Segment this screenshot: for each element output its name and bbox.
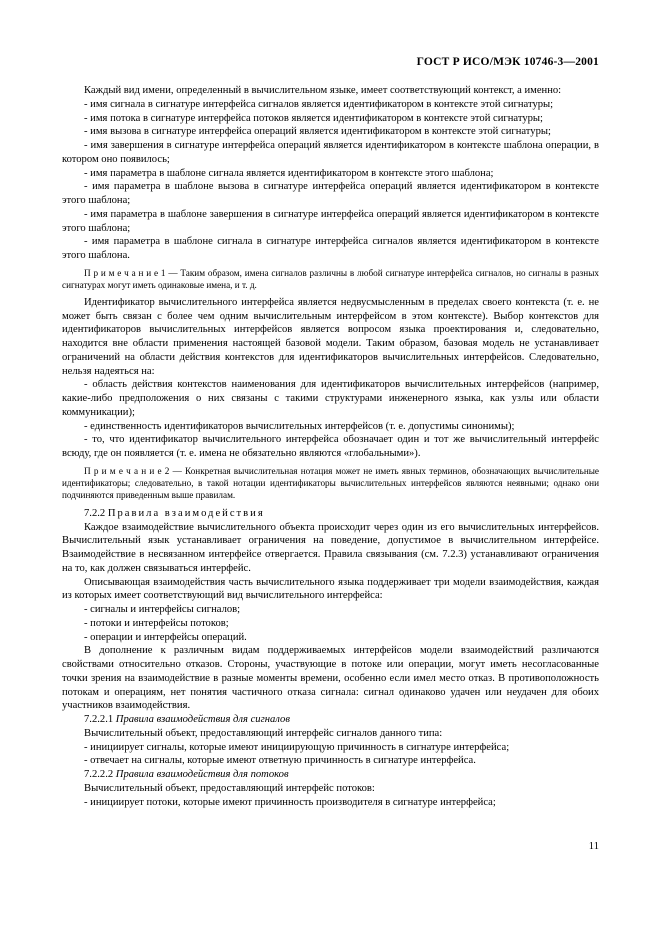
- section-title: Правила взаимодействия: [107, 507, 265, 519]
- list-item: - имя параметра в шаблоне сигнала является идентификатором в контексте этого шаблона;: [84, 167, 494, 179]
- document-header: ГОСТ Р ИСО/МЭК 10746-3—2001: [416, 56, 599, 68]
- list-item: - область действия контекстов наименования для идентификаторов вычислительных интерфейсов (например, какие-либо предположения о них связаны с такими структурами инженерного языка, как узлы или области коммуникации);: [62, 379, 599, 418]
- paragraph: Каждое взаимодействие вычислительного объекта происходит через один из его вычислительных интерфейсов. Вычислительный язык устанавливает ограничения на поведение, допустимое в вычислительном интерфейсе. Взаимодействие в несвязанном интерфейсе отвергается. Правила связывания (см. 7.2.3) устанавливают ограничения на то, как должен связываться интерфейс.: [62, 521, 599, 574]
- note-label: П р и м е ч а н и е 2 —: [84, 465, 182, 476]
- intro-paragraph: Каждый вид имени, определенный в вычислительном языке, имеет соответствующий контекст, а именно:: [84, 85, 562, 96]
- page-number: 11: [588, 841, 599, 852]
- section-title: Правила взаимодействия для потоков: [115, 769, 289, 780]
- note-text: Конкретная вычислительная нотация может не иметь явных терминов, обозначающих вычислительные идентификаторы; следовательно, в такой нотации идентификаторы вычислительных интерфейсов являются неявными; однако они подчиняются приведенным выше правилам.: [62, 465, 599, 500]
- paragraph: Вычислительный объект, предоставляющий интерфейс сигналов данного типа:: [84, 727, 443, 739]
- paragraph: Идентификатор вычислительного интерфейса является недвусмысленным в пределах своего контекста (т. е. не может быть связан с более чем одним вычислительным интерфейсом в этом контексте). Выбор контекстов для идентификаторов вычислительных интерфейсов является вопросом языка проектирования и, следовательно, находится вне области применения настоящей базовой модели. Таким образом, базовая модель не устанавливает ограничений на области действия контекстов для идентификаторов вычислительных интерфейсов. Следовательно, нельзя надеяться на:: [62, 296, 599, 377]
- list-item: - то, что идентификатор вычислительного интерфейса обозначает один и тот же вычислительный интерфейс всюду, где он появляется (т. е. имена не обязательно являются «глобальными»).: [62, 434, 599, 459]
- paragraph: Описывающая взаимодействия часть вычислительного языка поддерживает три модели взаимодействия, каждая из которых имеет соответствующий вид вычислительного интерфейса:: [62, 576, 599, 602]
- list-item: - имя вызова в сигнатуре интерфейса операций является идентификатором в контексте этой сигнатуры;: [84, 126, 551, 138]
- list-item: - сигналы и интерфейсы сигналов;: [84, 604, 241, 615]
- list-item: - имя параметра в шаблоне вызова в сигнатуре интерфейса операций является идентификатором в контексте этого шаблона;: [62, 181, 599, 206]
- list-item: - единственность идентификаторов вычислительных интерфейсов (т. е. допустимы синонимы);: [84, 420, 515, 432]
- list-item: - инициирует потоки, которые имеют причинность производителя в сигнатуре интерфейса;: [84, 796, 496, 808]
- page-body: [62, 84, 599, 809]
- section-heading-7-2-2: [62, 507, 599, 521]
- list-item: - имя сигнала в сигнатуре интерфейса сигналов является идентификатором в контексте этой сигнатуры;: [84, 98, 554, 110]
- section-heading-7-2-2-2: [62, 768, 599, 782]
- list-item: - отвечает на сигналы, которые имеют ответную причинность в сигнатуре интерфейса.: [84, 755, 476, 767]
- note-1: [62, 267, 599, 291]
- section-number: 7.2.2.2: [84, 769, 114, 780]
- section-number: 7.2.2.1: [84, 714, 114, 725]
- paragraph: В дополнение к различным видам поддерживаемых интерфейсов модели взаимодействий различаются свойствами относительно отказов. Стороны, участвующие в потоке или операции, могут иметь несогласованные точки зрения на взаимодействие в разные моменты времени, особенно если имел место отказ. В противоположность потокам и операциям, нет понятия частичного отказа сигнала: сигнал одинаково удачен или неудачен для обоих участников взаимодействия.: [62, 645, 599, 712]
- section-heading-7-2-2-1: [62, 713, 599, 727]
- note-2: [62, 465, 599, 501]
- section-number: 7.2.2: [84, 507, 106, 519]
- section-title: Правила взаимодействия для сигналов: [115, 714, 290, 725]
- note-text: Таким образом, имена сигналов различны в любой сигнатуре интерфейса сигналов, но сигналы в разных сигнатурах могут иметь одинаковые имена, и т. д.: [62, 267, 599, 290]
- list-item: - имя завершения в сигнатуре интерфейса операций является идентификатором в контексте шаблона операции, в котором оно появилось;: [62, 140, 599, 165]
- list-item: - потоки и интерфейсы потоков;: [84, 617, 229, 629]
- list-item: - имя потока в сигнатуре интерфейса потоков является идентификатором в контексте этой сигнатуры;: [84, 112, 543, 124]
- list-item: - имя параметра в шаблоне завершения в сигнатуре интерфейса операций является идентификатором в контексте этого шаблона;: [62, 208, 599, 234]
- list-item: - инициирует сигналы, которые имеют инициирующую причинность в сигнатуре интерфейса;: [84, 741, 510, 753]
- paragraph: Вычислительный объект, предоставляющий интерфейс потоков:: [84, 782, 375, 794]
- note-label: П р и м е ч а н и е 1 —: [84, 267, 178, 278]
- list-item: - имя параметра в шаблоне сигнала в сигнатуре интерфейса сигналов является идентификатором в контексте этого шаблона.: [62, 236, 599, 261]
- list-item: - операции и интерфейсы операций.: [84, 631, 247, 643]
